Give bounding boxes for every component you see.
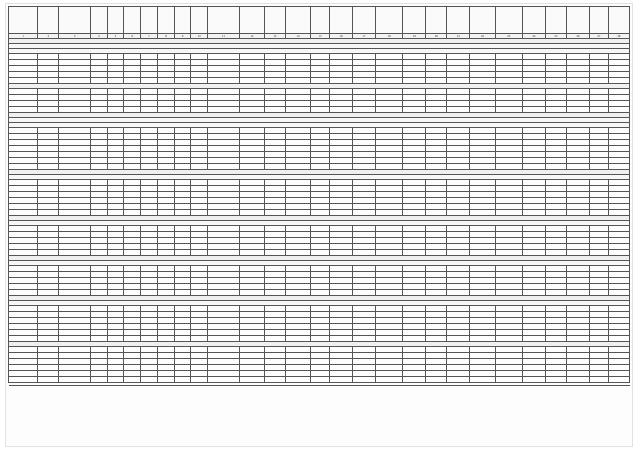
table-cell	[608, 383, 629, 386]
column-number: 22	[470, 34, 495, 39]
column-header	[329, 7, 352, 34]
column-header	[311, 7, 330, 34]
table-cell	[329, 383, 352, 386]
column-number: 6	[124, 34, 141, 39]
column-number: 20	[426, 34, 447, 39]
column-header	[403, 7, 426, 34]
column-number: 1	[9, 34, 38, 39]
plan-table	[8, 6, 630, 386]
column-number: 8	[157, 34, 174, 39]
column-header	[470, 7, 495, 34]
column-number: 5	[107, 34, 124, 39]
column-number: 17	[352, 34, 375, 39]
column-header	[9, 7, 38, 34]
document-page	[6, 4, 632, 446]
column-number: 15	[311, 34, 330, 39]
column-number: 2	[38, 34, 59, 39]
column-header	[522, 7, 545, 34]
column-header	[589, 7, 608, 34]
column-number: 25	[545, 34, 566, 39]
column-header	[208, 7, 239, 34]
column-number: 28	[608, 34, 629, 39]
column-number: 13	[264, 34, 285, 39]
column-number: 14	[285, 34, 310, 39]
table-cell	[285, 383, 310, 386]
table-cell	[495, 383, 522, 386]
column-number: 26	[566, 34, 589, 39]
table-cell	[59, 383, 90, 386]
column-header	[545, 7, 566, 34]
column-header	[495, 7, 522, 34]
column-header	[426, 7, 447, 34]
column-header	[447, 7, 470, 34]
column-number: 12	[239, 34, 264, 39]
table-cell	[38, 383, 59, 386]
column-header	[90, 7, 107, 34]
table-cell	[174, 383, 191, 386]
table-cell	[208, 383, 239, 386]
column-number: 7	[141, 34, 158, 39]
table-cell	[352, 383, 375, 386]
table-cell	[426, 383, 447, 386]
table-cell	[107, 383, 124, 386]
column-header	[38, 7, 59, 34]
table-cell	[376, 383, 403, 386]
table-cell	[566, 383, 589, 386]
column-header	[59, 7, 90, 34]
column-number: 27	[589, 34, 608, 39]
column-number: 4	[90, 34, 107, 39]
column-number: 19	[403, 34, 426, 39]
table-cell	[545, 383, 566, 386]
column-header	[174, 7, 191, 34]
column-number: 9	[174, 34, 191, 39]
table-cell	[9, 383, 38, 386]
table-cell	[124, 383, 141, 386]
column-header	[376, 7, 403, 34]
column-number: 16	[329, 34, 352, 39]
column-header	[191, 7, 208, 34]
table-cell	[470, 383, 495, 386]
column-number: 23	[495, 34, 522, 39]
header-row	[9, 7, 630, 34]
spacer-row	[9, 383, 630, 386]
column-header	[264, 7, 285, 34]
column-number: 18	[376, 34, 403, 39]
table-cell	[447, 383, 470, 386]
column-header	[285, 7, 310, 34]
table-cell	[589, 383, 608, 386]
table-cell	[90, 383, 107, 386]
column-header	[608, 7, 629, 34]
column-header	[157, 7, 174, 34]
table-cell	[311, 383, 330, 386]
table-cell	[522, 383, 545, 386]
column-header	[239, 7, 264, 34]
table-cell	[403, 383, 426, 386]
column-number: 24	[522, 34, 545, 39]
table-cell	[264, 383, 285, 386]
column-header	[566, 7, 589, 34]
column-number: 21	[447, 34, 470, 39]
table-cell	[191, 383, 208, 386]
column-number: 3	[59, 34, 90, 39]
column-header	[141, 7, 158, 34]
table-cell	[157, 383, 174, 386]
table-cell	[141, 383, 158, 386]
column-header	[352, 7, 375, 34]
column-number: 10	[191, 34, 208, 39]
column-header	[107, 7, 124, 34]
column-number: 11	[208, 34, 239, 39]
column-header	[124, 7, 141, 34]
table-cell	[239, 383, 264, 386]
